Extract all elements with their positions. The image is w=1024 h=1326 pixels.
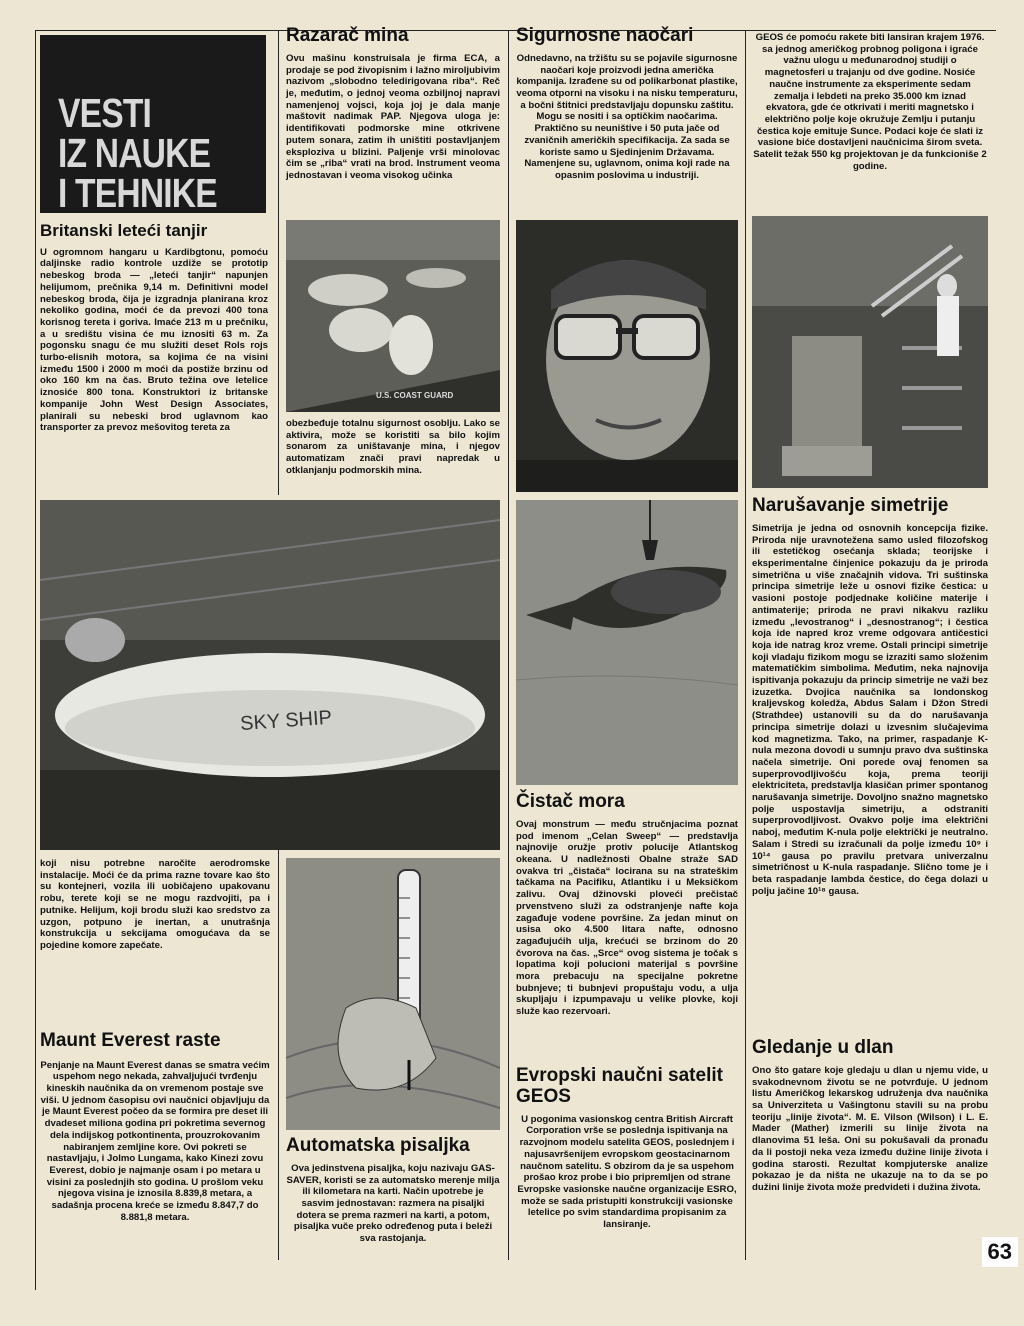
article-naocari [516,26,738,182]
article-body: GEOS će pomoću rakete biti lansiran krajem 1976. sa jednog američkog probnog poligona i igraće važnu ulogu u međunarodnoj studiji o magnetosferi u trajanju od dve godine. Nosiće naučne instrumente za eksperimente sedam zemalja i lebdeti na preko 35.000 km iznad ekvatora, gde će otkrivati i meriti magnetsko i električno polje koje okružuje Zemlju i putanju čestica koje emituje Sunce. Podaci koje će slati iz vasione biće dostavljeni naučnicima širom sveta. Satelit težak 550 kg projektovan je da funkcioniše 2 godine. [753,32,987,172]
article-body: U pogonima vasionskog centra British Aircraft Corporation vrše se poslednja ispitivanja na razvojnom modelu satelita GEOS, poslednjem i najusavršenijem evropskom geostacinarnom naučnom satelitu. S obzirom da je sa uspehom prošao kroz probe i bio pripremljen od strane Evropske vasionske naučne organizacije ESRO, može se sada pristupiti konstrukciji vasionske letelice po svim standardima propisanim za lansiranje. [517,1113,737,1231]
article-pisaljka [286,1136,500,1245]
article-title: Narušavanje simetrije [752,495,949,516]
photo-gas-saver-pen [286,858,500,1130]
page-number: 63 [982,1237,1018,1267]
portrait-image [516,220,738,492]
masthead-line: IZ NAUKE [58,130,211,176]
article-body: Ova jedinstvena pisaljka, koju nazivaju GAS-SAVER, koristi se za automatsko merenje milja ili kilometara na karti. Način upotrebe je sasvim jednostavan: razmera na pisaljki dotera se prema razmeri na karti, a potom, pisaljka vuče preko određenog puta i beleži sva rastojanja. [286,1162,500,1245]
airship-lettering: SKY SHIP [239,706,333,736]
sea-skimmer-image [516,500,738,785]
section-masthead [40,35,266,216]
minesweeper-image [286,220,500,412]
article-title: Automatska pisaljka [286,1135,470,1156]
article-title: Razarač mina [286,25,409,46]
article-britanski [40,222,268,434]
article-razarac [286,26,500,182]
column-rule [278,850,279,1260]
column-rule [508,30,509,1260]
article-body: U ogromnom hangaru u Kardibgtonu, pomoću daljinske radio kontrole uzdiže se prototip nebeskog broda — „leteći tanjir“ napunjen helijumom, prečnika 9,14 m. Definitivni model nebeskog broda, čija je izgradnja planirana kroz nekoliko godina, moći će da prevozi 400 tona korisnog tereta i goriva. Imaće 213 m u prečniku, a u središtu visina će mu iznositi 63 m. Za pogonsku snagu će mu služiti deset Rols rojs turbo-elisnih motora, sa kojima će na visini između 1500 i 2000 m moći da postiže brzinu od oko 160 km na čas. Bruto težina ove letelice iznosiće 800 tona. Konstruktori iz britanske kompanije John West Design Associates, planirali su nebeski brod uglavnom kao transporter za prevoz mešovitog tereta za [40,246,268,434]
photo-geos-satellite [752,216,988,488]
article-title: Sigurnosne naočari [516,25,694,46]
photo-safety-glasses [516,220,738,492]
column-rule [278,30,279,495]
article-gledanje [752,1038,988,1194]
article-body: Simetrija je jedna od osnovnih koncepcija fizike. Priroda nije uravnotežena samo usled filozofskog ili estetičkog osećanja sklada; teorijske i eksperimentalne činjenice pokazuju da je priroda simetrična u više značajnih vidova. Tri suštinska principa simetrije leže u osnovi fizike čestica: u vasioni postoje podjednake količine materije i antimaterije; priroda ne pravi nikakvu razliku između „levostranog“ i „desnostranog“; i čestica koja ide napred kroz vreme odgovara antičestici koja ide natrag kroz vreme. Ostali principi simetrije koji vladaju fizikom mogu se izraziti samo složenim matematičkim simbolima. Međutim, neka najnovija ispitivanja pokazuju da princip simetrije ne važi bez izuzetka. Dvojica naučnika sa londonskog kraljevskog koledža, Abdus Salam i Džon Stredi (Strathdee) ustanovili su da do narušavanja principa simetrije dolazi u izvesnim slučajevima kod magnetizma. Tako, na primer, raspadanje K-nula mezona dovodi u sumnju pravo dva suštinska načela simetrije. Oni porede ovaj fenomen sa superprovodljivošću koja, prema teoriji elektriciteta, predstavlja klasičan primer spontanog narušavanja simetrije. Dovoljno snažno magnetsko polje uspostavlja simetriju, a odstraniti superprovodljivost. Ovakvo polje ima električni naboj, međutim K-nula polje električki je neutralno. Salam i Stredi su izračunali da polje između 10⁹ i 10¹⁴ gausa po pravilu pretvara univerzalnu simetričnost u K-nula raspadanje. Slično tome je i beta raspadanje lambda čestice, do čega dolazi u polju jačine 10¹⁸ gausa. [752,522,988,897]
photo-minesweeper [286,220,500,412]
column-rule [745,30,746,1260]
article-britanski-cont [40,858,270,952]
article-simetrija [752,496,988,897]
article-body: Ono što gatare koje gledaju u dlan u njemu vide, u svakodnevnom životu se ne potvrđuje. U jednom listu Američkog lekarskog udruženja dva naučnika sa Univerziteta u Vašingtonu stavili su na probu teoriju „linije života“. M. E. Vilson (Wilson) i L. E. Mader (Mather) izmerili su linije života na dlanovima 51 leša. Oni su pokušavali da pronađu da li postoji neka veza između dužine linije života i godina starosti. Rezultat kompjuterske analize pokazao je da ništa ne ukazuje na to da se po dužini linije života može predvideti i dužina života. [752,1064,988,1193]
article-title: Evropski naučni satelit GEOS [516,1065,723,1107]
article-body: Ovaj monstrum — među stručnjacima poznat pod imenom „Celan Sweep“ — predstavlja najnovije oružje protiv polucije Atlantskog okeana. U nadležnosti Obalne straže SAD ovakva tri „čistača“ locirana su na strateškim tačkama na Pacifiku, Atlantiku i u Meksičkom zalivu. Ovaj džinovski ploveći prečistač prvenstveno služi za odstranjenje nafte koja zagađuje vodene površine. Za jedan minut on usisa oko 4.500 litara nafte, odnosno zagađujućih ulja, krećući se brzinom do 20 čvorova na čas. „Srce“ ovog sistema je točak s lopatima koji polucioni materijal s površine mora prebacuju na specijalne pokretne bubnjeve; ti bubnjevi propuštaju vodu, a ulja skupljaju i izpumpavaju u velike plovke, koji služe kao rezervoari. [516,818,738,1018]
masthead-line: I TEHNIKE [58,170,217,216]
article-title: Britanski leteći tanjir [40,221,208,240]
column-rule [35,30,36,1290]
article-title: Čistač mora [516,791,625,812]
sky-ship-image [40,500,500,850]
article-geos [516,1066,738,1231]
photo-celan-sweep [516,500,738,785]
article-cistac [516,792,738,1018]
article-razarac-cont [286,418,500,477]
article-body: Odnedavno, na tržištu su se pojavile sigurnosne naočari koje proizvodi jedna američka kompanija. Izrađene su od polikarbonat plastike, veoma otporni na visoku i na nisku temperaturu, a bočni štitnici predstavljaju dopunsku zaštitu. Mogu se nositi i sa optičkim naočarima. Praktično su neuništive i 50 puta jače od zvaničnih američkih specifikacija. Za sada se koriste samo u Sjedinjenim Državama. Namenjene su, uglavnom, onima koji rade na opasnim poslovima u industriji. [516,52,738,181]
hull-lettering: U.S. COAST GUARD [376,391,454,400]
masthead-line: VESTI [58,90,152,136]
article-body: obezbeđuje totalnu sigurnost osoblju. Lako se aktivira, može se koristiti sa bilo kojim sonarom za uništavanje mina, i njegov automatizam znači pravi napredak u otklanjanju podmorskih mina. [286,418,500,476]
article-body: koji nisu potrebne naročite aerodromske instalacije. Moći će da prima razne tovare kao što su kontejneri, vozila ili uobičajeno upakovanu robu, terete koji se ne mogu razdvojiti, pa i putnike. Helijum, koji brodu služi kao sredstvo za uzgon, potpuno je inertan, a unutrašnja konstrukcija u sekcijama omogućava da se pojedine komore zapečate. [40,858,270,951]
article-everest [40,1028,270,1223]
photo-sky-ship [40,500,500,850]
satellite-lab-image [752,216,988,488]
article-body: Penjanje na Maunt Everest danas se smatra većim uspehom nego nekada, zahvaljujući tvrđenju kineskih naučnika da on vremenom postaje sve viši. U jednom časopisu ovi naučnici objavljuju da je Maunt Everest počeo da se formira pre deset ili dvadeset miliona godina pri pokretima severnog dela indijskog potkontinenta, prouzrokovanim nabiranjem zemljine kore. Ovi pokreti se nastavljaju, i Jolmo Lungama, kako Kinezi zovu Everest, dobio je najmanje osam i po metara u visini za poslednjih sto godina. U prošlom veku njegova visina je iznosila 8.839,8 metara, a sadašnja procena kreće se između 8.847,7 do 8.881,8 metara. [40,1059,270,1223]
article-title: Gledanje u dlan [752,1037,894,1058]
article-body: Ovu mašinu konstruisala je firma ECA, a prodaje se pod živopisnim i lažno miroljubivim nazivom „slobodno teledirigovana riba“. Reč je, međutim, o jednoj veoma ozbiljnoj napravi namenjenoj vojsci, koja joj je dala manje maštovit nadimak PAP. Njegova uloga je: identifikovati podmorske mine otkrivene putem sonara, zatim ih uništiti postavljanjem eksploziva u blizini. Paljenje vrši minolovac čim se „riba“ vrati na brod. Instrument veoma jednostavan i veoma visokog učinka [286,52,500,181]
article-title: Maunt Everest raste [40,1030,221,1051]
pen-image [286,858,500,1130]
article-geos-top [752,32,988,172]
